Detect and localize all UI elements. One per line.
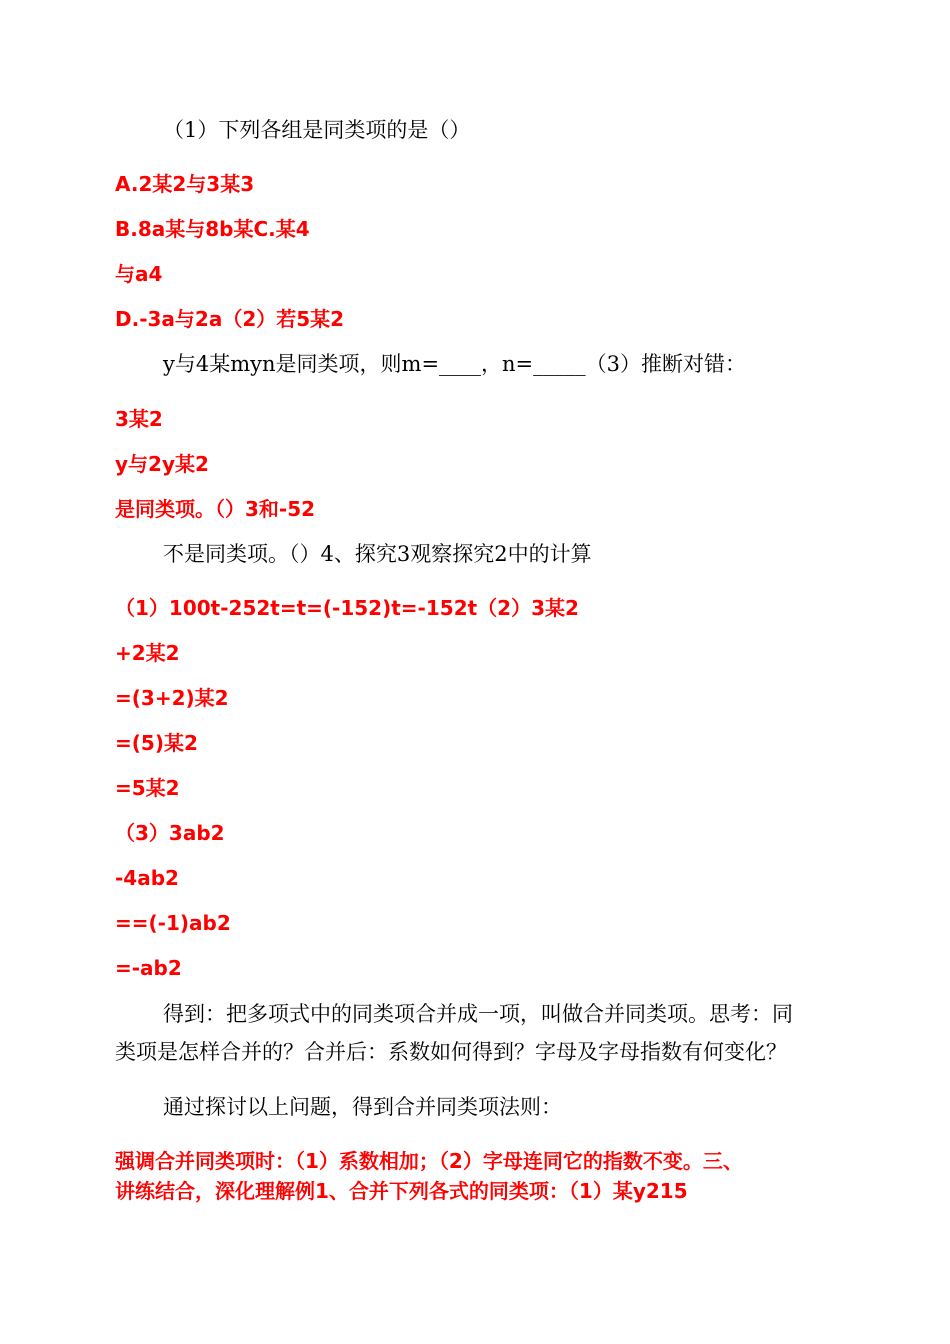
- calc-line-8: ==(-1)ab2: [115, 911, 231, 935]
- calc-line-5: =5某2: [115, 776, 180, 800]
- conclusion-line-1: 得到：把多项式中的同类项合并成一项，叫做合并同类项。思考：同: [163, 1002, 793, 1026]
- rule-intro: 通过探讨以上问题，得到合并同类项法则：: [163, 1095, 562, 1119]
- calc-line-9: =-ab2: [115, 956, 182, 980]
- judge-line-2: y与2y某2: [115, 452, 209, 476]
- conclusion-line-2: 类项是怎样合并的？合并后：系数如何得到？字母及字母指数有何变化？: [115, 1040, 787, 1064]
- question-1-prompt: （1）下列各组是同类项的是（）: [163, 118, 471, 142]
- option-b-c: B.8a某与8b某C.某4: [115, 217, 310, 241]
- explore-3-intro: 不是同类项。（）4、探究3观察探究2中的计算: [163, 542, 592, 566]
- calc-line-4: =(5)某2: [115, 731, 198, 755]
- calc-line-7: -4ab2: [115, 866, 179, 890]
- calc-line-3: =(3+2)某2: [115, 686, 229, 710]
- calc-line-1: （1）100t-252t=t=(-152)t=-152t（2）3某2: [115, 596, 579, 620]
- emphasis-line-2: 讲练结合，深化理解例1、合并下列各式的同类项：（1）某y215: [115, 1179, 688, 1203]
- judge-line-3: 是同类项。（）3和-52: [115, 497, 316, 521]
- calc-line-2: +2某2: [115, 641, 180, 665]
- judge-line-1: 3某2: [115, 407, 163, 431]
- option-a: A.2某2与3某3: [115, 172, 255, 196]
- calc-line-6: （3）3ab2: [115, 821, 225, 845]
- option-c-continued: 与a4: [115, 262, 163, 286]
- question-2-continued: y与4某myn是同类项，则m=____，n=_____（3）推断对错：: [163, 352, 747, 376]
- option-d-question-2: D.-3a与2a（2）若5某2: [115, 307, 345, 331]
- emphasis-line-1: 强调合并同类项时：（1）系数相加；（2）字母连同它的指数不变。三、: [115, 1149, 743, 1173]
